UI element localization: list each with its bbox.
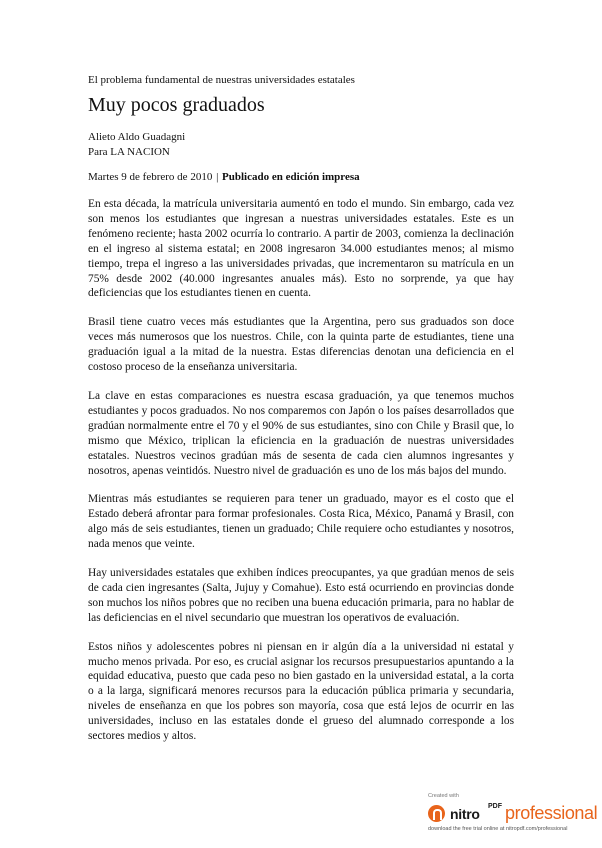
publication-note: Publicado en edición impresa [222,171,360,183]
article-dateline [88,170,360,184]
dateline-separator: | [216,171,219,183]
article-paragraph: La clave en estas comparaciones es nuestra escasa graduación, ya que tenemos muchos estudiantes y pocos graduados. No nos comparemos con Japón o los países desarrollados que gradúan normalmente entre el 70 y el 90% de sus estudiantes, sino con Chile y Brasil que, lo mismo que México, triplican la eficiencia en la graduación de nuestras universidades estatales. Nuestros vecinos gradúan más de sesenta de cada cien alumnos ingresantes y nosotros, apenas veintidós. Nuestro nivel de graduación es uno de los más bajos del mundo. [88,389,514,477]
article-body [88,197,514,758]
nitro-logo-icon [428,805,445,822]
watermark-created-with: Created with [428,793,459,799]
nitro-watermark [428,793,598,837]
article-paragraph: Estos niños y adolescentes pobres ni piensan en ir algún día a la universidad ni estatal y mucho menos privada. Por eso, es crucial asignar los recursos presupuestarios apuntando a la equidad educativa, puesto que cada peso no bien gastado en la universidad estatal, a la corta o a la larga, significará menores recursos para la educación pública primaria y secundaria, niveles de enseñanza en que los pobres son mayoría, cosa que está lejos de ocurrir en las universidades, incluso en las estatales donde el grueso del alumnado corresponde a los sectores medios y altos. [88,640,514,743]
article-date: Martes 9 de febrero de 2010 [88,171,213,183]
article-outlet: Para LA NACION [88,146,170,158]
article-author: Alieto Aldo Guadagni [88,131,186,143]
watermark-brand-professional: professional [505,803,598,823]
watermark-brand-nitro: nitro [450,806,480,822]
article-headline: Muy pocos graduados [88,94,265,116]
article-paragraph: Brasil tiene cuatro veces más estudiantes que la Argentina, pero sus graduados son doce veces más numerosos que los nuestros. Chile, con la quinta parte de estudiantes, tiene una graduación igual a la mitad de la nuestra. Estas diferencias denotan una deficiencia en el costoso proceso de la enseñanza universitaria. [88,316,514,374]
article-paragraph: Mientras más estudiantes se requieren para tener un graduado, mayor es el costo que el Estado deberá afrontar para formar profesionales. Costa Rica, México, Panamá y Brasil, con algo más de seis estudiantes, tienen un graduado; Chile requiere ocho estudiantes y nosotros, nada menos que veinte. [88,493,514,551]
watermark-brand-pdf: PDF [488,803,502,810]
article-paragraph: En esta década, la matrícula universitaria aumentó en todo el mundo. Sin embargo, cada vez son menos los estudiantes que ingresan a nuestras universidades estatales. Este es un fenómeno reciente; hasta 2002 ocurría lo contrario. A partir de 2003, comienza la declinación en el ingreso al sistema estatal; en 2008 ingresaron 34.000 estudiantes menos; al mismo tiempo, trepa el ingreso a las universidades privadas, que incrementaron su matrícula en un 75% desde 2002 (40.000 ingresantes anuales más). Esto no sorprende, ya que hay deficiencias que los estudiantes tienen en cuenta. [88,198,514,300]
article-paragraph: Hay universidades estatales que exhiben índices preocupantes, ya que gradúan menos de seis de cada cien ingresantes (Salta, Jujuy y Comahue). Esto está ocurriendo en provincias donde son muchos los niños pobres que no reciben una buena educación primaria, para no hablar de las deficiencias en el nivel secundario que muestran los operativos de evaluación. [88,567,514,624]
article-kicker: El problema fundamental de nuestras universidades estatales [88,74,355,86]
watermark-trial-text: download the free trial online at nitropdf.com/professional [428,826,568,832]
